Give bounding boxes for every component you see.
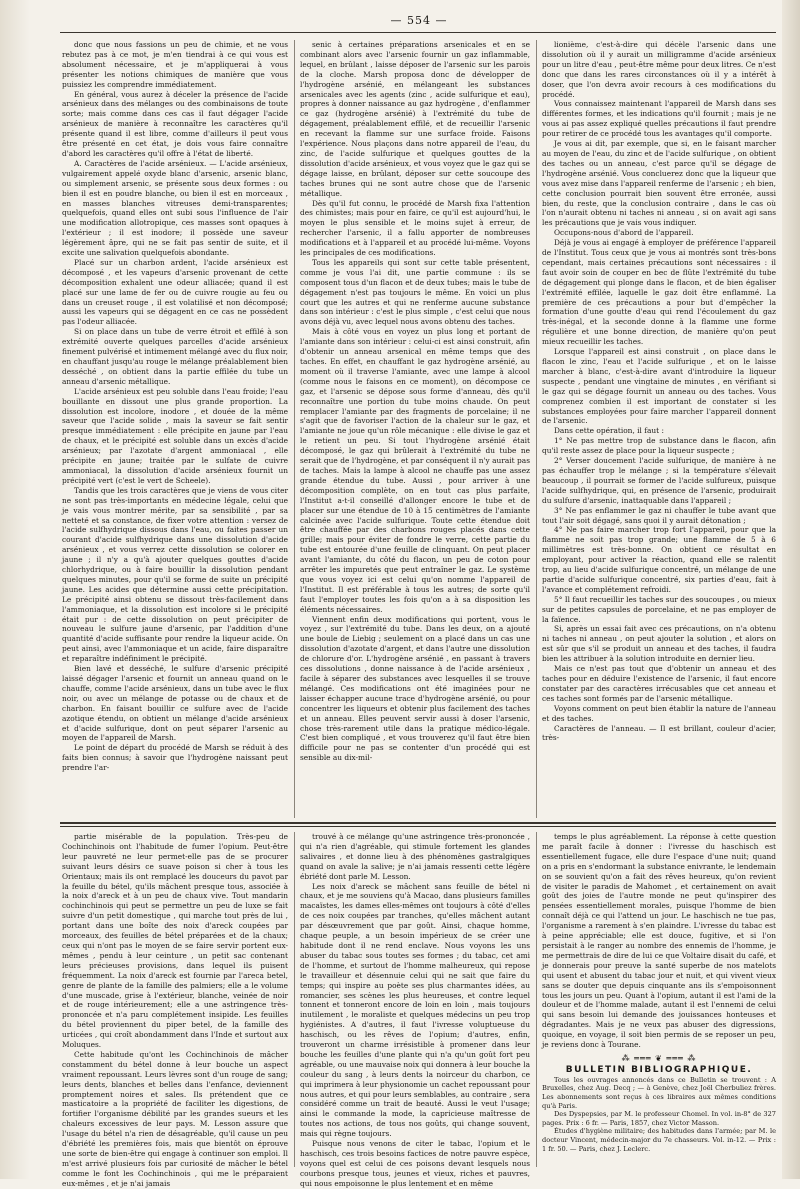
- bottom-column-2: [300, 832, 530, 1188]
- paragraph: En général, vous aurez à déceler la présence de l'acide arsénieux dans des mélanges ou des combinaisons de toute sorte; mais comme dans ces cas il faut dégager l'acide arsénieux de manière à reconnaître les caractères qu'il présente quand il est libre, comme d'ailleurs il peut vous être présenté en cet état, je dois vous faire connaître d'abord les caractères qu'il offre à l'état de liberté.: [62, 89, 288, 158]
- paragraph: Placé sur un charbon ardent, l'acide arsénieux est décomposé , et les vapeurs d'arsenic provenant de cette décomposition exhalent une odeur alliacée; quand il est placé sur une lame de fer ou de cuivre rougie au feu ou dans un creuset rouge , il est volatilisé et non décomposé; aussi les vapeurs qui se dégagent en ce cas ne possèdent pas l'odeur alliacée.: [62, 257, 288, 327]
- column-separator: [294, 832, 295, 1167]
- paragraph: 4° Ne pas faire marcher trop fort l'appareil, pour que la flamme ne soit pas trop grande; une flamme de 5 à 6 millimètres est très-bonne. On obtient ce résultat en employant, pour activer la réaction, quand elle se ralentit trop, au lieu d'acide sulfurique concentré, un mélange de une partie d'acide sulfurique concentré, six parties d'eau, fait à l'avance et complétement refroidi.: [542, 525, 776, 594]
- bulletin-item: Des Dyspepsies, par M. le professeur Chomel. In vol. in-8° de 327 pages. Prix : 6 fr. — Paris, 1857, chez Victor Masson.: [542, 1110, 776, 1127]
- paragraph: A. Caractères de l'acide arsénieux. — L'acide arsénieux, vulgairement appelé oxyde blanc d'arsenic, arsenic blanc, ou simplement arsenic, se présente sous deux formes : ou bien il est en poudre blanche, ou bien il est en morceaux , en masses blanches vitreuses demi-transparentes; quelquefois, quand elles ont subi sous l'influence de l'air une modification allotropique, ces masses sont opaques à l'extérieur ; il est inodore; il possède une saveur légèrement âpre, qui ne se fait pas sentir de suite, et il excite une salivation quelquefois abondante.: [62, 158, 288, 258]
- paragraph: Viennent enfin deux modifications qui portent, vous le voyez , sur l'extrémité du tube. Dans les deux, on a ajouté une boule de Liebig ; seulement on a placé dans un cas une dissolution d'azotate d'argent, et dans l'autre une dissolution de chlorure d'or. L'hydrogène arsénié , en passant à travers ces dissolutions , donne naissance à de l'acide arsénieux , facile à séparer des substances avec lesquelles il se trouve mélangé. Ces modifications ont été imaginées pour ne laisser échapper aucune trace d'hydrogène arsénié, ou pour concentrer les liqueurs et obtenir plus facilement des taches et un anneau. Elles peuvent servir aussi à doser l'arsenic, chose très-rarement utile dans la pratique médico-légale. C'est bien compliqué , et vous trouverez qu'il faut être bien difficile pour ne pas se contenter d'un procédé qui est sensible au dix-mil-: [300, 614, 530, 763]
- paragraph: Les noix d'areck se mâchent sans feuille de bétel ni chaux, et je me souviens qu'à Macao, dans plusieurs familles macaïstes, les dames elles-mêmes ont toujours à côté d'elles de ces noix coupées par tranches, qu'elles mâchent autant par désœuvrement que par goût. Ainsi, chaque homme, chaque peuple, a un besoin impérieux de se créer une habitude dont il ne rend enclave. Nous voyons les uns abuser du tabac sous toutes ses formes ; du tabac, cet ami de l'homme, et surtout de l'homme malheureux, qui repose le travailleur et désennuie celui qui ne sait que faire du temps; qui inspire au poète ses plus charmantes idées, au romancier, ses scènes les plus heureuses, et contre lequel tonnent et tonneront encore de loin en loin , mais toujours inutilement , le moraliste et quelques médecins un peu trop hygiénistes. A d'autres, il faut l'ivresse voluptueuse du haschisch, ou les rêves de l'opium; d'autres, enfin, trouveront un charme irrésistible à promener dans leur bouche les feuilles d'une plante qui n'a qu'un goût fort peu agréable, ou une mauvaise noix qui donnera à leur bouche la couleur du sang , à leurs dents la noirceur du charbon, ce qui imprimera à leur physionomie un cachet repoussant pour nous autres, et qui pour leurs semblables, au contraire , sera considéré comme un trait de beauté. Aussi le veut l'usage; ainsi le commande la mode, la capricieuse maîtresse de toutes nos actions, de tous nos goûts, qui change souvent, mais qui règne toujours.: [300, 881, 530, 1139]
- paragraph: Déjà je vous ai engagé à employer de préférence l'appareil de l'Institut. Tous ceux que je vous ai montrés sont très-bons cependant, mais certaines précautions sont nécessaires : il faut avoir soin de couper en bec de flûte l'extrémité du tube de dégagement qui plonge dans le flacon, et de bien égaliser l'extrémité effilée, laquelle le gaz doit être enflammé. La première de ces précautions a pour but d'empêcher la formation d'une goutte d'eau qui rend l'écoulement du gaz très-inégal, et la seconde donne à la flamme une forme régulière et une bonne direction, de manière qu'on peut mieux recueillir les taches.: [542, 238, 776, 347]
- paragraph: Je vous ai dit, par exemple, que si, en le faisant marcher au moyen de l'eau, du zinc et de l'acide sulfurique , on obtient des taches ou un anneau, c'est parce qu'il se dégage de l'hydrogène arsénié. Vous concluerez donc que la liqueur que vous avez mise dans l'appareil renferme de l'arsenic ; eh bien, cette conclusion pourrait bien souvent être erronée, aussi bien, du reste, que la conclusion contraire , dans le cas où l'on n'aurait obtenu ni taches ni anneau , si on avait agi sans les précautions que je vais vous indiquer.: [542, 139, 776, 228]
- page-edge-shadow: [0, 0, 30, 1179]
- top-column-3: [542, 40, 776, 818]
- column-separator: [536, 40, 537, 818]
- paragraph: donc que nous fassions un peu de chimie, et ne vous rebutez pas à ce mot, je m'en tiendrai à ce qui vous est absolument nécessaire, et je m'appliquerai à vous présenter les notions chimiques de manière que vous puissiez les comprendre immédiatement.: [62, 40, 288, 89]
- paragraph: Mais à côté vous en voyez un plus long et portant de l'amiante dans son intérieur : celui-ci est ainsi construit, afin d'obtenir un anneau arsenical en même temps que des taches. En effet, en chauffant le gaz hydrogène arsénié, au moment où il traverse l'amiante, avec une lampe à alcool (comme nous le faisons en ce moment), on décompose ce gaz, et l'arsenic se dépose sous forme d'anneau, dès qu'il reconnaître une portion du tube moins chaude. On peut remplacer l'amiante par des fragments de porcelaine; il ne s'agit que de favoriser l'action de la chaleur sur le gaz, et l'amiante ne joue qu'un rôle mécanique : elle divise le gaz et le retient un peu. Si tout l'hydrogène arsénié était décomposé, le gaz qui brûlerait à l'extrémité du tube ne serait que de l'hydrogène, et par conséquent il n'y aurait pas de taches. Mais la lampe à alcool ne chauffe pas une assez grande étendue du tube. Aussi , pour arriver à une décomposition complète, on en tout cas plus parfaite, l'Institut a-t-il conseillé d'allonger encore le tube et de placer sur une étendue de 10 à 15 centimètres de l'amiante calcinée avec l'acide sulfurique. Toute cette étendue doit être chauffée par des charbons rouges placés dans cette grille; mais pour éviter de fondre le verre, cette partie du tube est entourée d'une feuille de clinquant. On peut placer avant l'amiante, du côté du flacon, un peu de coton pour arrêter les impuretés que peut entraîner le gaz. Le système que vous voyez ici est celui qu'on nomme l'appareil de l'Institut. Il est préférable à tous les autres; de sorte qu'il faut l'employer toutes les fois qu'on a à sa disposition les éléments nécessaires.: [300, 327, 530, 614]
- paragraph: Dans cette opération, il faut :: [554, 426, 664, 436]
- paragraph: partie misérable de la population. Très-peu de Cochinchinois ont l'habitude de fumer l'opium. Peut-être leur pauvreté ne leur permet-elle pas de se procurer suivant leurs désirs ce suave poison si cher à tous les Orientaux; mais ils ont remplacé les douceurs du pavot par la feuille du bétel, qu'ils mâchent presque tous, associée à la noix d'areck et à un peu de chaux vive. Tout mandarin cochinchinois qui peut se permettre un peu de luxe se fait suivre d'un petit domestique , qui marche tout près de lui , portant dans une boîte des noix d'areck coupées par morceaux, des feuilles de bétel préparées et de la chaux; ceux qui n'ont pas le moyen de se faire servir portent eux-mêmes , pendu à leur ceinture , un petit sac contenant leurs précieuses provisions, dans lequel ils puisent fréquemment. La noix d'areck est fournie par l'areca betel, genre de plante de la famille des palmiers; elle a le volume d'une muscade, grise à l'extérieur, blanche, veinée de noir et de rouge intérieurement; elle a une astringence très-prononcée et n'a paru complétement insipide. Les feuilles du bétel proviennent du piper betel, de la famille des urticées , qui croît abondamment dans l'Inde et surtout aux Moluques.: [62, 832, 288, 1050]
- paragraph: Si on place dans un tube de verre étroit et effilé à son extrémité ouverte quelques parcelles d'acide arsénieux finement pulvérisé et intimement mélangé avec du flux noir, en chauffant jusqu'au rouge le mélange préalablement bien desséché , on obtient dans la partie effilée du tube un anneau d'arsenic métallique.: [62, 327, 288, 386]
- bulletin-intro: Tous les ouvrages annoncés dans ce Bulletin se trouvent : A Bruxelles, chez Aug. Decq ; — à Genève, chez Joël Cherbuliez frères. Les abonnements sont reçus à ces libraires aux mêmes conditions qu'à Paris.: [542, 1075, 776, 1110]
- paragraph: Lorsque l'appareil est ainsi construit , on place dans le flacon le zinc, l'eau et l'acide sulfurique , et on le laisse marcher à blanc, c'est-à-dire avant d'introduire la liqueur suspecte , pendant une vingtaine de minutes , en vérifiant si le gaz qui se dégage fournit un anneau ou des taches. Vous comprenez combien il est important de constater si les substances employées pour faire marcher l'appareil donnent de l'arsenic.: [542, 347, 776, 426]
- paragraph: trouvé à ce mélange qu'une astringence très-prononcée , qui n'a rien d'agréable, qui stimule fortement les glandes salivaires , et donne lieu à des phénomènes gastralgiques quand on avale la salive; je n'ai jamais ressenti cette légère ébriété dont parle M. Lesson.: [300, 832, 530, 881]
- binding-spine: [782, 0, 800, 1179]
- page-number: — 554 —: [390, 14, 448, 27]
- paragraph: Occupons-nous d'abord de l'appareil.: [554, 228, 694, 238]
- paragraph: Voyons comment on peut bien établir la nature de l'anneau et des taches.: [542, 703, 776, 723]
- paragraph: 5° Il faut recueillir les taches sur des soucoupes , ou mieux sur de petites capsules de porcelaine, et ne pas employer de la faïence.: [542, 594, 776, 624]
- bulletin-item: Études d'hygiène militaire; des habitudes dans l'armée; par M. le docteur Vincent, médecin-major du 7e chasseurs. Vol. in-12. — Prix : 1 fr. 50. — Paris, chez J. Leclerc.: [542, 1127, 776, 1153]
- bottom-column-1: [62, 832, 288, 1188]
- paragraph: 1° Ne pas mettre trop de substance dans le flacon, afin qu'il reste assez de place pour la liqueur suspecte ;: [542, 436, 776, 456]
- paragraph: 3° Ne pas enflammer le gaz ni chauffer le tube avant que tout l'air soit dégagé, sans quoi il y aurait détonation ;: [542, 505, 776, 525]
- header-rule: [60, 32, 776, 33]
- paragraph: Tous les appareils qui sont sur cette table présentent, comme je vous l'ai dit, une partie commune : ils se composent tous d'un flacon et de deux tubes; mais le tube de dégagement n'est pas toujours le même. En voici un plus court que les autres et qui ne renferme aucune substance dans son intérieur : c'est le plus simple , c'est celui que nous avons déjà vu, avec lequel nous avons obtenu des taches.: [300, 257, 530, 327]
- top-column-2: [300, 40, 530, 818]
- top-column-1: [62, 40, 288, 818]
- paragraph: Caractères de l'anneau. — Il est brillant, couleur d'acier, très-: [542, 723, 776, 743]
- column-separator: [294, 40, 295, 818]
- paragraph: Bien lavé et desséché, le sulfure d'arsenic précipité laissé dégager l'arsenic et fournit un anneau quand on le chauffe, comme l'acide arsénieux, dans un tube avec le flux noir, ou avec un mélange de potasse ou de chaux et de charbon. En faisant bouillir ce sulfure avec de l'acide azotique étendu, on obtient un mélange d'acide arsénieux et d'acide sulfurique, dont on peut séparer l'arsenic au moyen de l'appareil de Marsh.: [62, 664, 288, 743]
- feuilleton-rule: [60, 822, 776, 824]
- paragraph: Cette habitude qu'ont les Cochinchinois de mâcher constamment du bétel donne à leur bouche un aspect vraiment repoussant. Leurs lèvres sont d'un rouge de sang; leurs dents, blanches et belles dans l'enfance, deviennent promptement noires et sales. Ils prétendent que ce masticatoire a la propriété de faciliter les digestions, de fortifier l'organisme débilité par les grandes sueurs et les chaleurs excessives de leur pays. M. Lesson assure que l'usage du bétel n'a rien de désagréable, qu'il cause un peu d'ébriété les premières fois, mais que bientôt on éprouve une sorte de bien-être qui engage à continuer son emploi. Il m'est arrivé plusieurs fois par curiosité de mâcher le bétel comme le font les Cochinchinois , qui me le préparaient eux-mêmes , et je n'ai jamais: [62, 1049, 288, 1188]
- paragraph: temps le plus agréablement. La réponse à cette question me paraît facile à donner : l'ivresse du haschisch est essentiellement fugace, elle dure l'espace d'une nuit; quand on a pris en s'endormant la substance enivrante, le lendemain on se souvient qu'on a fait des rêves heureux, qu'on revient de visiter le paradis de Mahomet , et certainement on avait goût des joies de l'autre monde ne peut qu'inspirer des pensées essentiellement morales, puisque l'homme de bien connaît déjà ce qui l'attend un jour. Le haschisch ne tue pas, l'organisme a rarement à s'en plaindre. L'ivresse du tabac est à peine appréciable; elle est douce, fugitive, et si l'on persistait à le ranger au nombre des ennemis de l'homme, je me permettrais de dire de lui ce que Voltaire disait du café, et je donnerais pour preuve la santé superbe de nos matelots qui usent et abusent du tabac jour et nuit, et qui vivent vieux sans se douter que depuis cinquante ans ils s'empoisonnent tous les jours un peu. Quant à l'opium, autant il est l'ami de la douleur et de l'homme malade, autant il est l'ennemi de celui qui sans besoin lui demande des jouissances honteuses et dégradantes. Mais je ne veux pas abuser des digressions, quoique, en voyage, il soit bien permis de se reposer un peu, je reviens donc à Tourane.: [542, 832, 776, 1050]
- paragraph: lionième, c'est-à-dire qui décèle l'arsenic dans une dissolution où il y aurait un milligramme d'acide arsénieux pour un litre d'eau , peut-être même pour deux litres. Ce n'est donc que dans les rares circonstances où il y a intérêt à doser, que l'on devra avoir recours à ces modifications du procédé.: [542, 40, 776, 99]
- paragraph: L'acide arsénieux est peu soluble dans l'eau froide; l'eau bouillante en dissout une plus grande proportion. La dissolution est incolore, inodore , et douée de la même saveur que l'acide solide , mais la saveur se fait sentir presque immédiatement : elle précipite en jaune par l'eau de chaux, et le précipité est soluble dans un excès d'acide arsénieux; par l'azotate d'argent ammoniacal , elle précipite en jaune; traitée par le sulfate de cuivre ammoniacal, la dissolution d'acide arsénieux fournit un précipité vert (c'est le vert de Scheele).: [62, 386, 288, 485]
- paragraph: Si, après un essai fait avec ces précautions, on n'a obtenu ni taches ni anneau , on peut ajouter la solution , et alors on est sûr que s'il se produit un anneau et des taches, il faudra bien les attribuer à la solution introduite en dernier lieu.: [542, 624, 776, 664]
- paragraph: 2° Verser doucement l'acide sulfurique, de manière à ne pas échauffer trop le mélange ; si la température s'élevait beaucoup , il pourrait se former de l'acide sulfureux, puisque l'acide sulfhydrique, qui, en présence de l'arsenic, produirait du sulfure d'arsenic, inattaquable dans l'appareil ;: [542, 456, 776, 505]
- paragraph: Mais ce n'est pas tout que d'obtenir un anneau et des taches pour en déduire l'existence de l'arsenic, il faut encore constater par des caractères irrécusables que cet anneau et ces taches sont formés par de l'arsenic métallique.: [542, 664, 776, 703]
- feuilleton-rule-thin: [60, 826, 776, 827]
- paragraph: Vous connaissez maintenant l'appareil de Marsh dans ses différentes formes, et les indications qu'il fournit ; mais je ne vous ai pas assez expliqué quelles précautions il faut prendre pour retirer de ce procédé tous les avantages qu'il comporte.: [542, 99, 776, 139]
- bulletin-title: BULLETIN BIBLIOGRAPHIQUE.: [565, 1064, 753, 1075]
- paragraph: Le point de départ du procédé de Marsh se réduit à des faits bien connus; à savoir que l'hydrogène naissant peut prendre l'ar-: [62, 743, 288, 773]
- ornament-divider: ⁂ ═══ ❦ ═══ ⁂: [621, 1053, 697, 1063]
- paragraph: Puisque nous venons de citer le tabac, l'opium et le haschisch, ces trois besoins factices de notre pauvre espèce, voyons quel est celui de ces poisons devant lesquels nous courbons presque tous, jeunes et vieux, riches et pauvres, qui nous empoisonne le plus lentement et en même: [300, 1139, 530, 1188]
- paragraph: senic à certaines préparations arsenicales et en se combinant alors avec l'arsenic fournir un gaz inflammable, lequel, en brûlant , laisse déposer de l'arsenic sur les parois de la cloche. Marsh proposa donc de développer de l'hydrogène arsénié, en mélangeant les substances arsenicales avec les agents (zinc , acide sulfurique et eau), propres à donner naissance au gaz hydrogène , d'enflammer ce gaz (hydrogène arsénié) à l'extrémité du tube de dégagement, préalablement effilé, et de recueillir l'arsenic en recevant la flamme sur une surface froide. Faisons l'expérience. Nous plaçons dans notre appareil de l'eau, du zinc, de l'acide sulfurique et quelques gouttes de la dissolution d'acide arsénieux, et vous voyez que le gaz qui se dégage laisse, en brûlant, déposer sur cette soucoupe des taches brunes qui ne sont autre chose que de l'arsenic métallique.: [300, 40, 530, 198]
- paragraph: Dès qu'il fut connu, le procédé de Marsh fixa l'attention des chimistes; mais pour en faire, ce qu'il est aujourd'hui, le moyen le plus sensible et le moins sujet à erreur, de rechercher l'arsenic, il a fallu apporter de nombreuses modifications et à l'appareil et au procédé lui-même. Voyons les principales de ces modifications.: [300, 198, 530, 258]
- bottom-column-3: [542, 832, 776, 1167]
- column-separator: [536, 832, 537, 1167]
- paragraph: Tandis que les trois caractères que je viens de vous citer ne sont pas très-importants en médecine légale, celui que je vais vous montrer mérite, par sa sensibilité , par sa netteté et sa constance, de fixer votre attention : versez de l'acide sulfhydrique dissous dans l'eau, ou faites passer un courant d'acide sulfhydrique dans une dissolution d'acide arsénieux , et vous verrez cette dissolution se colorer en jaune ; il n'y a qu'à ajouter quelques gouttes d'acide chlorhydrique, ou à faire bouillir la dissolution pendant quelques minutes, pour qu'il se forme de suite un précipité jaune. Les acides que détermine aussi cette précipitation. Le précipité ainsi obtenu se dissout très-facilement dans l'ammoniaque, et la dissolution est incolore si le précipité était pur : de cette dissolution on peut précipiter de nouveau le sulfure jaune d'arsenic, par l'addition d'une quantité d'acide suffisante pour rendre la liqueur acide. On peut ainsi, avec l'ammoniaque et un acide, faire disparaître et reparaître indéfiniment le précipité.: [62, 485, 288, 664]
